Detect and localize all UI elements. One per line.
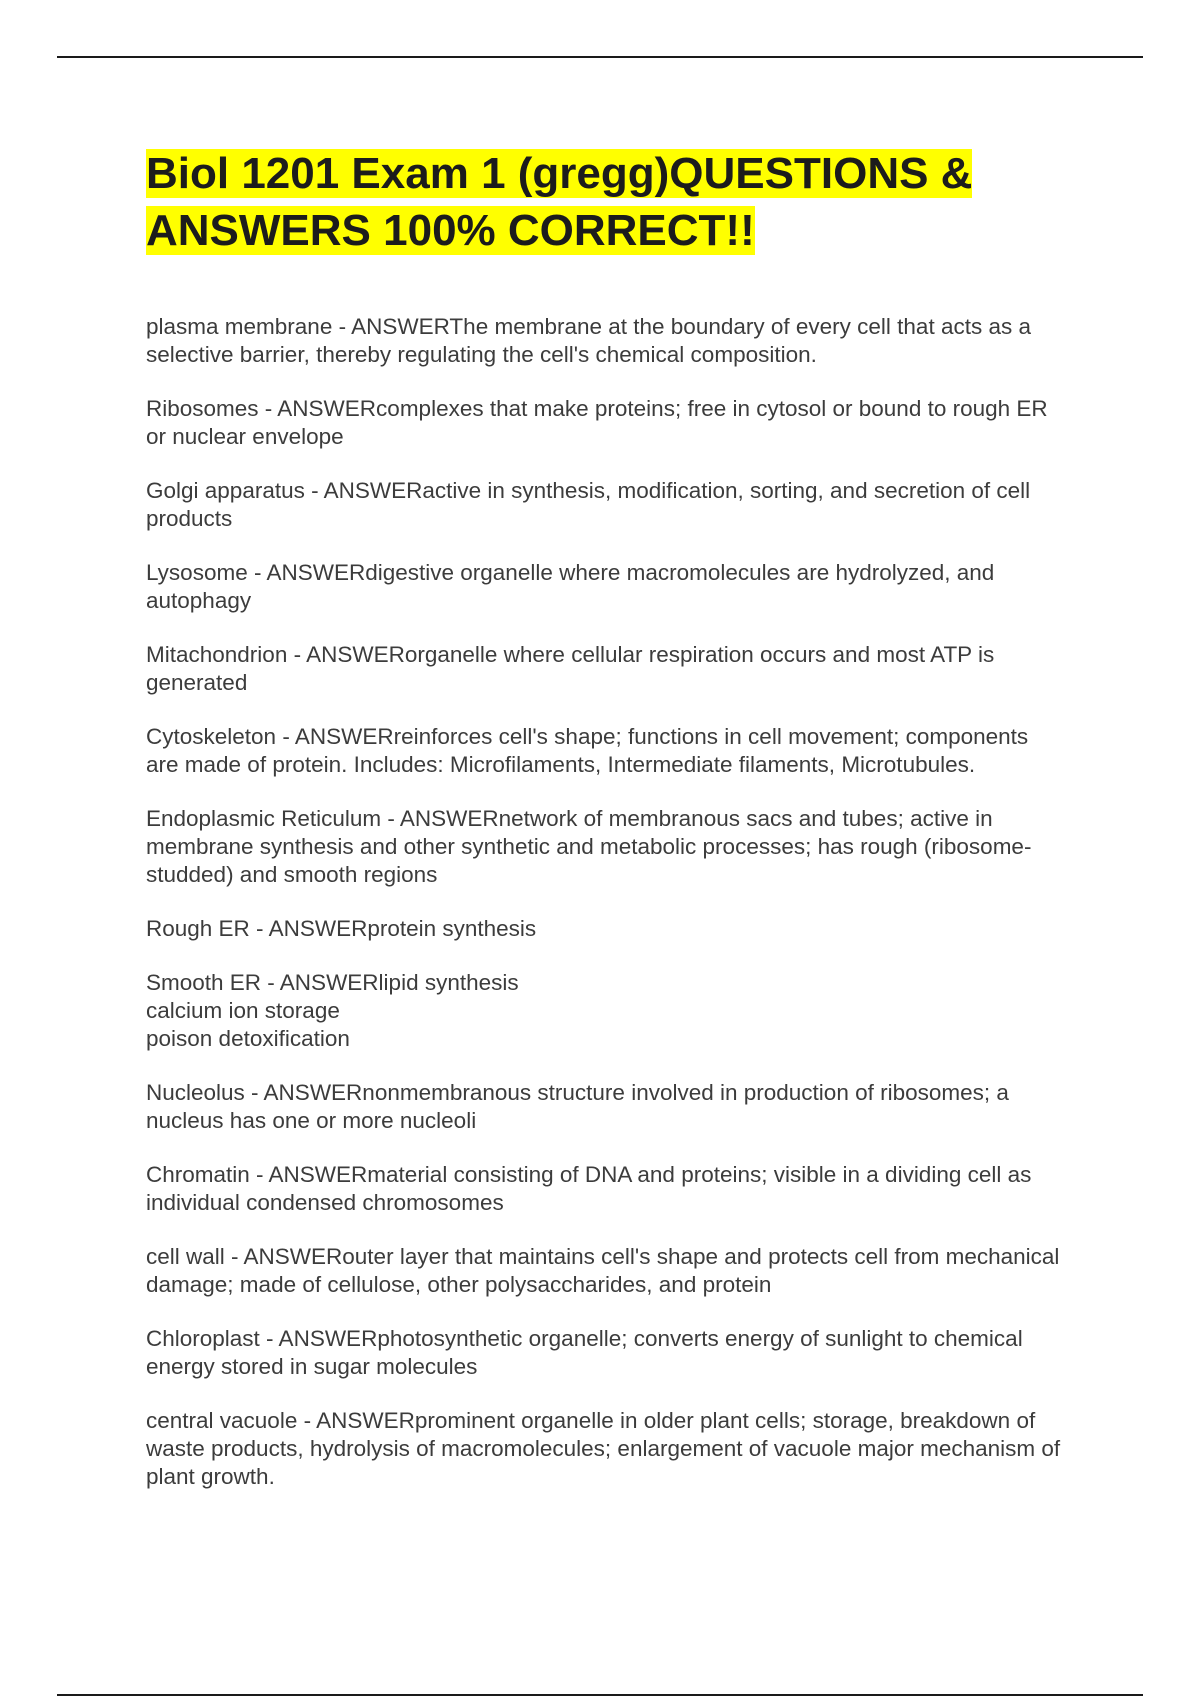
title-highlight: Biol 1201 Exam 1 (gregg)QUESTIONS & ANSWERS 100% CORRECT!! xyxy=(146,149,973,255)
qa-entry-smooth-er: Smooth ER - ANSWERlipid synthesis calcium ion storage poison detoxification xyxy=(146,970,519,1051)
footer-rule xyxy=(57,1694,1143,1696)
qa-entry-chromatin: Chromatin - ANSWERmaterial consisting of DNA and proteins; visible in a dividing cell as individual condensed chromosomes xyxy=(146,1162,1032,1215)
qa-entry-nucleolus: Nucleolus - ANSWERnonmembranous structure involved in production of ribosomes; a nucleus has one or more nucleoli xyxy=(146,1080,1009,1133)
qa-entry-golgi-apparatus: Golgi apparatus - ANSWERactive in synthesis, modification, sorting, and secretion of cell products xyxy=(146,478,1031,531)
qa-entry-plasma-membrane: plasma membrane - ANSWERThe membrane at the boundary of every cell that acts as a selective barrier, thereby regulating the cell's chemical composition. xyxy=(146,314,1031,367)
document-body xyxy=(146,145,1066,1517)
qa-entry-cytoskeleton: Cytoskeleton - ANSWERreinforces cell's shape; functions in cell movement; components are made of protein. Includes: Microfilaments, Intermediate filaments, Microtubules. xyxy=(146,724,1029,777)
header-rule xyxy=(57,56,1143,58)
qa-entry-ribosomes: Ribosomes - ANSWERcomplexes that make proteins; free in cytosol or bound to rough ER or nuclear envelope xyxy=(146,396,1048,449)
qa-entry-lysosome: Lysosome - ANSWERdigestive organelle where macromolecules are hydrolyzed, and autophagy xyxy=(146,560,995,613)
qa-entry-rough-er: Rough ER - ANSWERprotein synthesis xyxy=(146,916,537,941)
qa-entry-chloroplast: Chloroplast - ANSWERphotosynthetic organelle; converts energy of sunlight to chemical energy stored in sugar molecules xyxy=(146,1326,1023,1379)
qa-entry-central-vacuole: central vacuole - ANSWERprominent organelle in older plant cells; storage, breakdown of waste products, hydrolysis of macromolecules; enlargement of vacuole major mechanism of plant growth. xyxy=(146,1408,1061,1489)
document-title xyxy=(146,145,1066,259)
qa-entry-cell-wall: cell wall - ANSWERouter layer that maintains cell's shape and protects cell from mechanical damage; made of cellulose, other polysaccharides, and protein xyxy=(146,1244,1060,1297)
qa-entry-mitachondrion: Mitachondrion - ANSWERorganelle where cellular respiration occurs and most ATP is generated xyxy=(146,642,995,695)
qa-entry-endoplasmic-reticulum: Endoplasmic Reticulum - ANSWERnetwork of membranous sacs and tubes; active in membrane synthesis and other synthetic and metabolic processes; has rough (ribosome-studded) and smooth regions xyxy=(146,806,1032,887)
